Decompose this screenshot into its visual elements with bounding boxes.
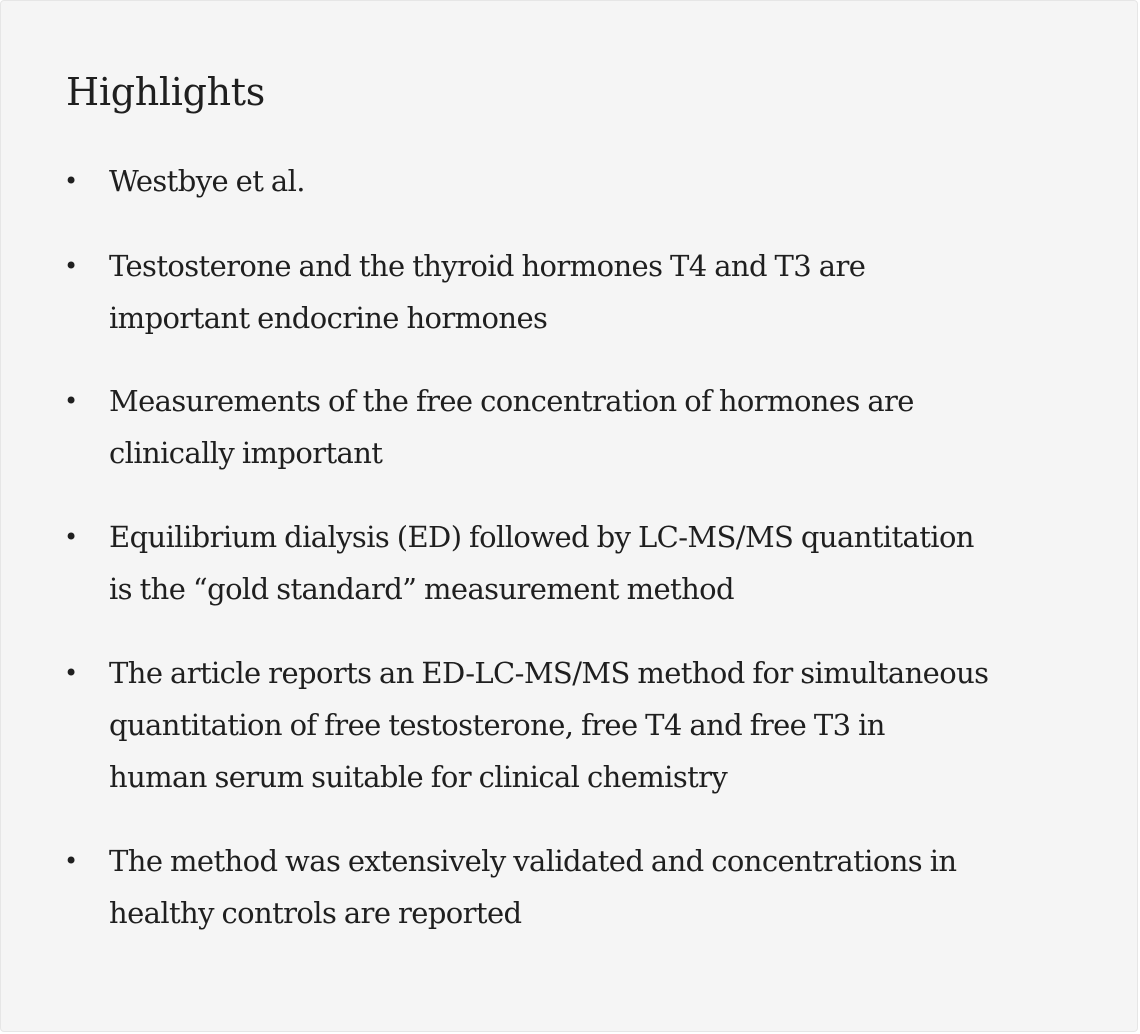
highlight-text: Testosterone and the thyroid hormones T4 and T3 are important endocrine hormones: [109, 249, 866, 335]
bullet-icon: •: [64, 252, 79, 280]
bullet-icon: •: [64, 523, 79, 551]
highlight-text: Measurements of the free concentration of hormones are clinically important: [109, 384, 914, 470]
highlight-text: Equilibrium dialysis (ED) followed by LC-MS/MS quantitation is the “gold standard” measurement method: [109, 520, 974, 606]
bullet-icon: •: [64, 387, 79, 415]
highlights-title: Highlights: [66, 70, 265, 114]
bullet-icon: •: [64, 659, 79, 687]
highlight-text: The article reports an ED-LC-MS/MS method for simultaneous quantitation of free testosterone, free T4 and free T3 in human serum suitable for clinical chemistry: [109, 656, 989, 794]
highlight-text: Westbye et al.: [109, 164, 305, 198]
highlight-text: The method was extensively validated and concentrations in healthy controls are reported: [109, 844, 957, 930]
bullet-icon: •: [64, 167, 79, 195]
bullet-icon: •: [64, 847, 79, 875]
